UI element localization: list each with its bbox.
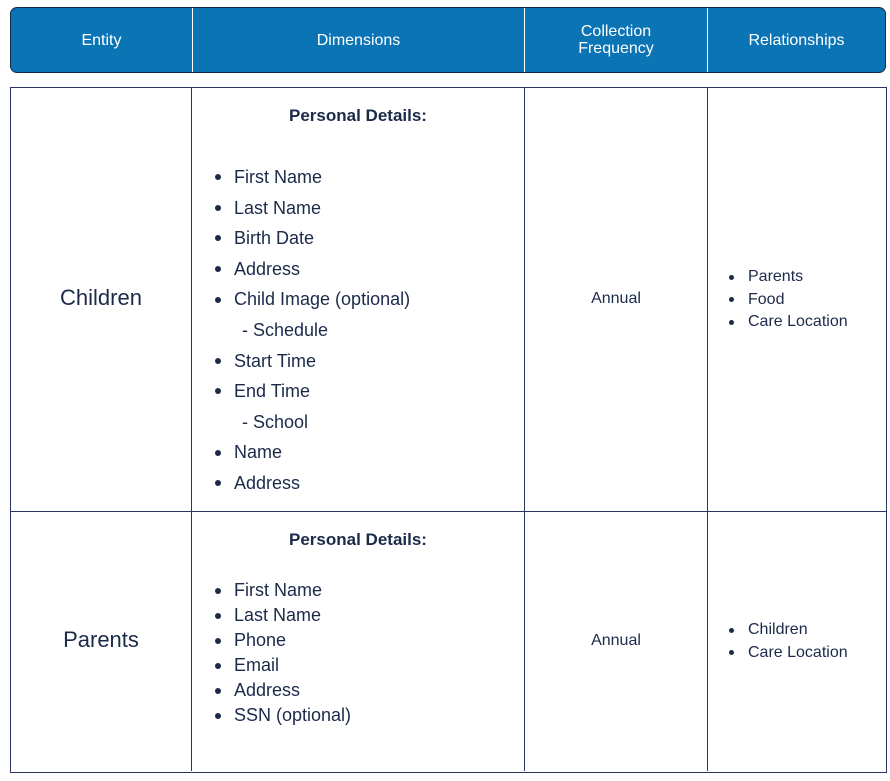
list-item: Parents: [748, 266, 848, 289]
list-item: Last Name: [234, 603, 351, 628]
list-item: Name: [234, 437, 410, 468]
list-item: Birth Date: [234, 223, 410, 254]
data-table: [10, 87, 887, 773]
entity-cell: [11, 88, 192, 511]
dimensions-cell: [192, 88, 525, 511]
relationships-cell: [708, 88, 886, 511]
dimensions-cell: [192, 512, 525, 771]
list-item: Email: [234, 653, 351, 678]
list-item: First Name: [234, 578, 351, 603]
header-frequency-line1: Collection: [580, 23, 652, 40]
list-item: SSN (optional): [234, 703, 351, 728]
list-item: Child Image (optional): [234, 284, 410, 315]
entity-name: Children: [60, 285, 142, 310]
relationships-list: [748, 266, 848, 334]
entity-cell: [11, 512, 192, 771]
header-relationships: Relationships: [748, 31, 845, 49]
list-item: Address: [234, 678, 351, 703]
header-dimensions: Dimensions: [193, 8, 525, 72]
frequency-value: Annual: [591, 632, 641, 649]
header-frequency-line2: Frequency: [578, 40, 654, 57]
relationships-cell: [708, 512, 886, 771]
header-entity: Entity: [11, 8, 193, 72]
list-item: Last Name: [234, 193, 410, 224]
frequency-cell: [525, 88, 708, 511]
list-item: Children: [748, 619, 848, 642]
table-row-children: [11, 88, 886, 512]
dimensions-title: Personal Details:: [289, 106, 427, 125]
list-item: Phone: [234, 628, 351, 653]
frequency-value: Annual: [591, 290, 641, 307]
list-subheading: - Schedule: [242, 319, 329, 340]
table-header: [10, 7, 886, 73]
list-item: Care Location: [748, 642, 848, 665]
list-item: First Name: [234, 162, 410, 193]
header-collection-frequency: [525, 8, 708, 72]
list-item: Food: [748, 289, 848, 312]
dimensions-list: [234, 578, 351, 728]
list-subheading: - School: [242, 411, 309, 432]
dimensions-list: [234, 162, 410, 499]
dimensions-title: Personal Details:: [289, 530, 427, 549]
list-item: Address: [234, 468, 410, 499]
list-item: Address: [234, 254, 410, 285]
list-item: Care Location: [748, 311, 848, 334]
frequency-cell: [525, 512, 708, 771]
list-item: End Time: [234, 376, 410, 407]
list-item: Start Time: [234, 346, 410, 377]
table-row-parents: [11, 512, 886, 771]
relationships-list: [748, 619, 848, 664]
entity-name: Parents: [63, 627, 139, 652]
